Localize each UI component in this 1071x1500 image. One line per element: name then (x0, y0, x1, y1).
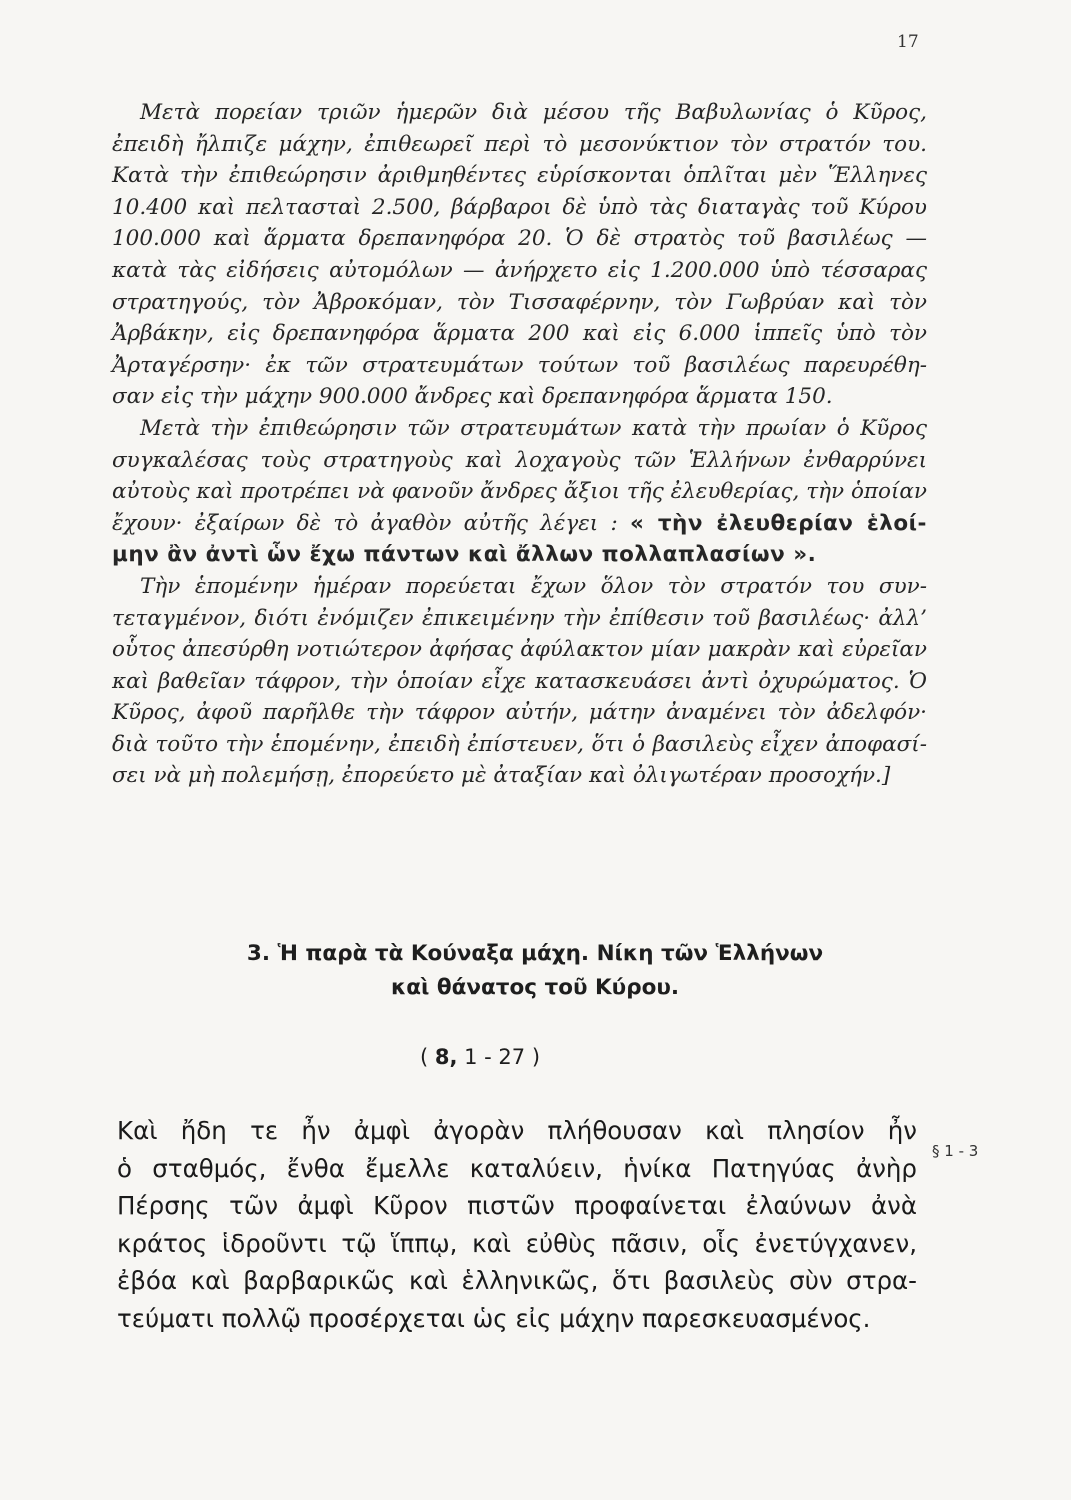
section-reference (380, 1045, 580, 1069)
greek-line: Πέρσης τῶν ἀμφὶ Κῦρον πιστῶν προφαίνεται ἐλαύνων ἀνὰ (117, 1191, 917, 1221)
greek-line: ὁ σταθμός, ἔνθα ἔμελλε καταλύειν, ἡνίκα Πατηγύας ἀνὴρ (117, 1153, 917, 1183)
summary-line: αὐτοὺς καὶ προτρέπει νὰ φανοῦν ἄνδρες ἄξιοι τῆς ἐλευθερίας, τὴν ὁποίαν (112, 479, 927, 505)
ref-chapter: 8, (434, 1045, 458, 1069)
summary-line: Μετὰ πορείαν τριῶν ἡμερῶν διὰ μέσου τῆς Βαβυλωνίας ὁ Κῦρος, (140, 100, 927, 125)
summary-line: διὰ τοῦτο τὴν ἑπομένην, ἐπειδὴ ἐπίστευεν, ὅτι ὁ βασιλεὺς εἶχεν ἀποφασί- (112, 731, 927, 757)
summary-line: σει νὰ μὴ πολεμήσῃ, ἐπορεύετο μὲ ἀταξίαν καὶ ὀλιγωτέραν προσοχήν.] (112, 763, 891, 789)
summary-line: ἐπειδὴ ἤλπιζε μάχην, ἐπιθεωρεῖ περὶ τὸ μεσονύκτιον τὸν στρατόν του. (112, 131, 927, 157)
summary-line: Μετὰ τὴν ἐπιθεώρησιν τῶν στρατευμάτων κατὰ τὴν πρωίαν ὁ Κῦρος (140, 415, 927, 441)
ref-paren: ( (419, 1045, 429, 1069)
summary-line: Κῦρος, ἀφοῦ παρῆλθε τὴν τάφρον αὐτήν, μάτην ἀναμένει τὸν ἀδελφόν· (112, 700, 927, 726)
summary-paragraph (112, 97, 927, 792)
summary-line: Ἀρβάκην, εἰς δρεπανηφόρα ἅρματα 200 καὶ εἰς 6.000 ἱππεῖς ὑπὸ τὸν (112, 321, 927, 347)
ancient-greek-text (117, 1112, 917, 1338)
summary-line: κατὰ τὰς εἰδήσεις αὐτομόλων — ἀνήρχετο εἰς 1.200.000 ὑπὸ τέσσαρας (112, 257, 927, 283)
summary-line: οὗτος ἀπεσύρθη νοτιώτερον ἀφήσας ἀφύλακτον μίαν μακρὰν καὶ εὐρεῖαν (112, 637, 927, 663)
greek-line: Καὶ ἤδη τε ἦν ἀμφὶ ἀγορὰν πλήθουσαν καὶ πλησίον ἦν (117, 1116, 917, 1145)
summary-line: Τὴν ἑπομένην ἡμέραν πορεύεται ἔχων ὅλον τὸν στρατόν του συν- (140, 573, 927, 599)
section-title-line: καὶ θάνατος τοῦ Κύρου. (390, 975, 680, 1000)
ref-range: 1 - 27 ) (464, 1045, 541, 1069)
summary-line: ἔχουν· ἐξαίρων δὲ τὸ ἀγαθὸν αὐτῆς λέγει : (112, 510, 618, 536)
page-number: 17 (897, 32, 919, 52)
summary-line: σαν εἰς τὴν μάχην 900.000 ἄνδρες καὶ δρεπανηφόρα ἅρματα 150. (112, 384, 833, 410)
section-title-line: 3. Ἡ παρὰ τὰ Κούναξα μάχη. Νίκη τῶν Ἑλλήνων (246, 941, 824, 966)
margin-section-ref: § 1 - 3 (932, 1142, 979, 1160)
section-heading (210, 937, 860, 1005)
summary-line: 10.400 καὶ πελτασταὶ 2.500, βάρβαροι δὲ ὑπὸ τὰς διαταγὰς τοῦ Κύρου (112, 194, 927, 220)
quote-text: μην ἂν ἀντὶ ὧν ἔχω πάντων καὶ ἄλλων πολλαπλασίων ». (112, 542, 817, 568)
summary-line: στρατηγούς, τὸν Ἀβροκόμαν, τὸν Τισσαφέρνην, τὸν Γωβρύαν καὶ τὸν (112, 289, 927, 315)
summary-line: τεταγμένον, διότι ἐνόμιζεν ἐπικειμένην τὴν ἐπίθεσιν τοῦ βασιλέως· ἀλλ’ (112, 605, 927, 631)
summary-line: Κατὰ τὴν ἐπιθεώρησιν ἀριθμηθέντες εὑρίσκονται ὁπλῖται μὲν Ἕλληνες (112, 163, 927, 189)
summary-line: 100.000 καὶ ἅρματα δρεπανηφόρα 20. Ὁ δὲ στρατὸς τοῦ βασιλέως — (112, 226, 927, 252)
quote-text: « τὴν ἐλευθερίαν ἑλοί- (630, 510, 927, 536)
greek-line: κράτος ἱδροῦντι τῷ ἵππῳ, καὶ εὐθὺς πᾶσιν, οἷς ἐνετύγχανεν, (117, 1228, 917, 1258)
summary-line: καὶ βαθεῖαν τάφρον, τὴν ὁποίαν εἶχε κατασκευάσει ἀντὶ ὀχυρώματος. Ὁ (112, 668, 927, 694)
summary-line: συγκαλέσας τοὺς στρατηγοὺς καὶ λοχαγοὺς τῶν Ἑλλήνων ἐνθαρρύνει (112, 447, 927, 473)
quote-line (112, 539, 927, 571)
summary-line-with-quote (112, 508, 927, 540)
greek-line: τεύματι πολλῷ προσέρχεται ὡς εἰς μάχην παρεσκευασμένος. (117, 1303, 871, 1333)
greek-line: ἐβόα καὶ βαρβαρικῶς καὶ ἑλληνικῶς, ὅτι βασιλεὺς σὺν στρα- (117, 1266, 917, 1296)
summary-line: Ἀρταγέρσην· ἐκ τῶν στρατευμάτων τούτων τοῦ βασιλέως παρευρέθη- (112, 352, 927, 378)
